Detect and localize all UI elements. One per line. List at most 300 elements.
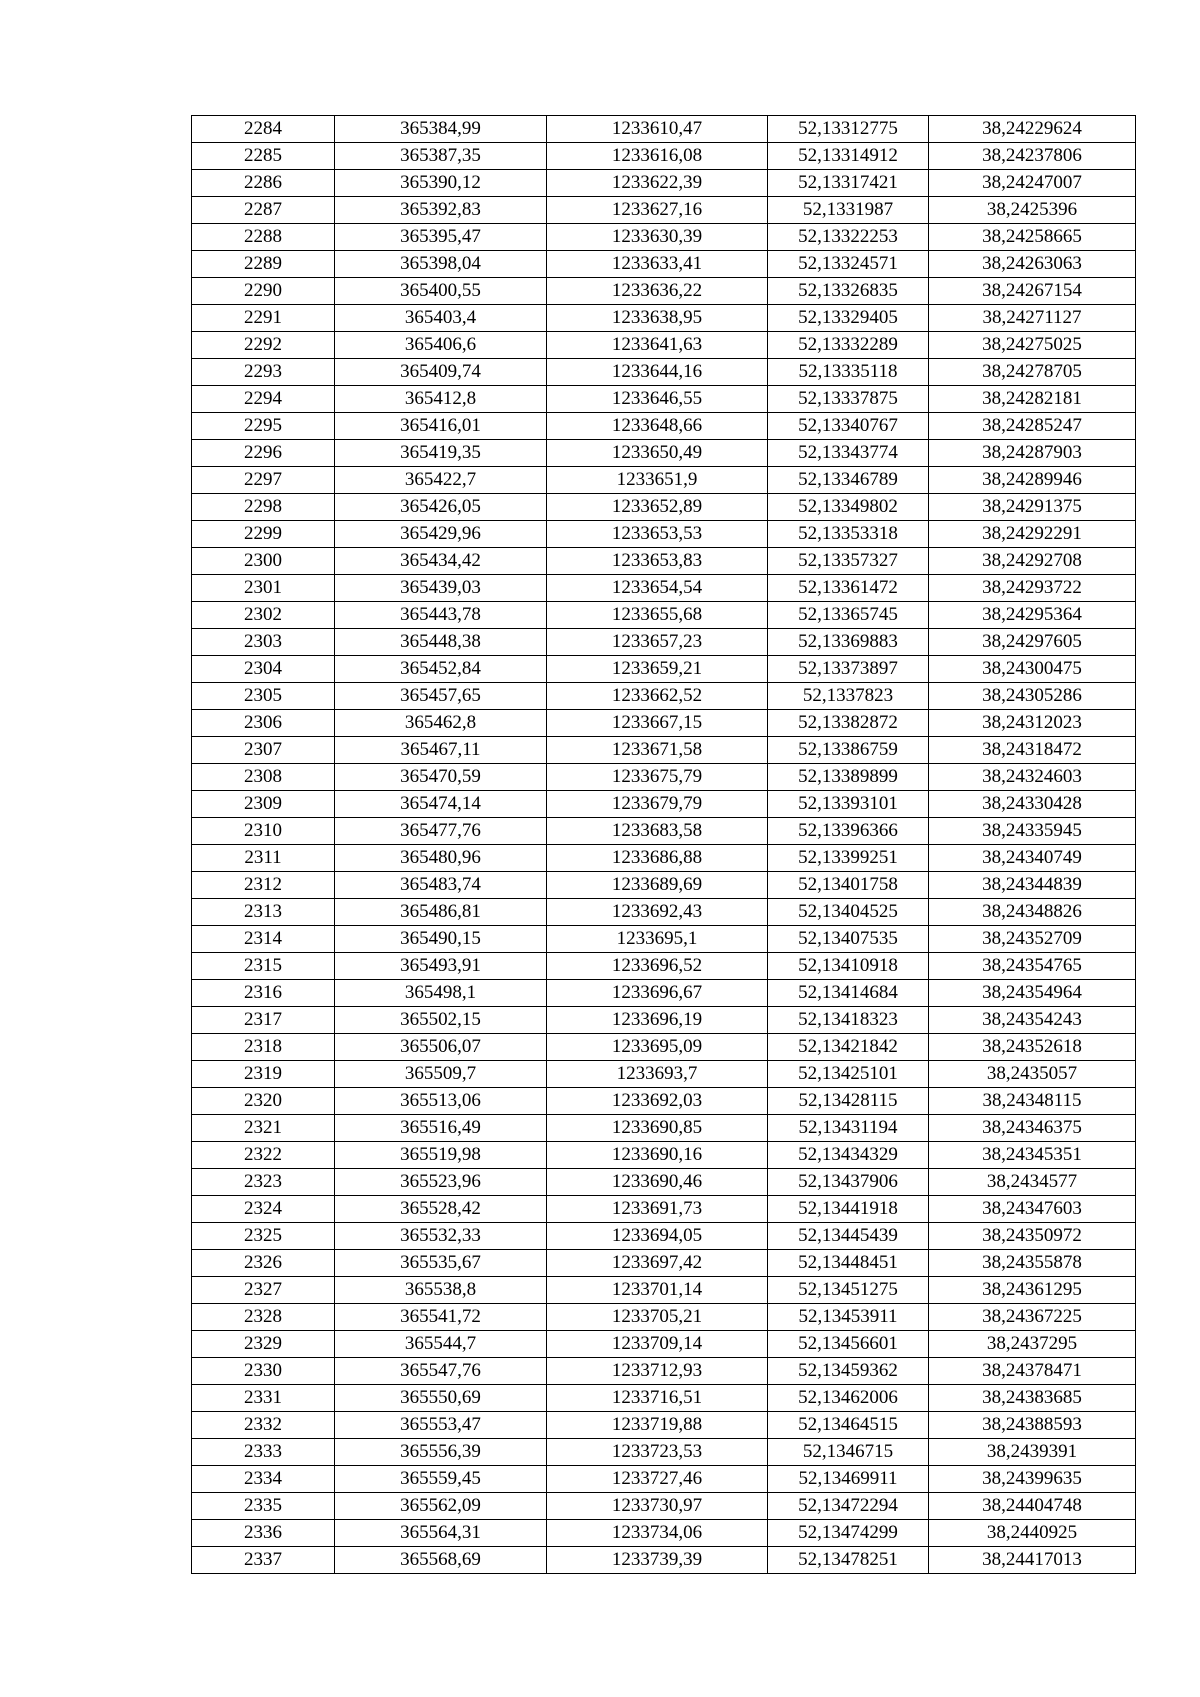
point-number-cell: 2329 (192, 1331, 335, 1358)
x-coordinate-cell: 365387,35 (335, 143, 547, 170)
x-coordinate-cell: 365538,8 (335, 1277, 547, 1304)
y-coordinate-cell: 1233689,69 (547, 872, 768, 899)
y-coordinate-cell: 1233701,14 (547, 1277, 768, 1304)
x-coordinate-cell: 365562,09 (335, 1493, 547, 1520)
latitude-cell: 52,13437906 (768, 1169, 929, 1196)
y-coordinate-cell: 1233690,85 (547, 1115, 768, 1142)
table-row (192, 1034, 1136, 1061)
longitude-cell: 38,24293722 (929, 575, 1136, 602)
x-coordinate-cell: 365443,78 (335, 602, 547, 629)
latitude-cell: 52,13382872 (768, 710, 929, 737)
x-coordinate-cell: 365535,67 (335, 1250, 547, 1277)
y-coordinate-cell: 1233675,79 (547, 764, 768, 791)
x-coordinate-cell: 365392,83 (335, 197, 547, 224)
latitude-cell: 52,13312775 (768, 116, 929, 143)
table-row (192, 1358, 1136, 1385)
table-row (192, 845, 1136, 872)
longitude-cell: 38,24354243 (929, 1007, 1136, 1034)
table-row (192, 1466, 1136, 1493)
latitude-cell: 52,1331987 (768, 197, 929, 224)
point-number-cell: 2326 (192, 1250, 335, 1277)
point-number-cell: 2327 (192, 1277, 335, 1304)
x-coordinate-cell: 365462,8 (335, 710, 547, 737)
longitude-cell: 38,24348826 (929, 899, 1136, 926)
longitude-cell: 38,2425396 (929, 197, 1136, 224)
longitude-cell: 38,24258665 (929, 224, 1136, 251)
y-coordinate-cell: 1233671,58 (547, 737, 768, 764)
latitude-cell: 52,13324571 (768, 251, 929, 278)
longitude-cell: 38,24367225 (929, 1304, 1136, 1331)
y-coordinate-cell: 1233693,7 (547, 1061, 768, 1088)
point-number-cell: 2294 (192, 386, 335, 413)
table-row (192, 953, 1136, 980)
point-number-cell: 2320 (192, 1088, 335, 1115)
point-number-cell: 2324 (192, 1196, 335, 1223)
x-coordinate-cell: 365486,81 (335, 899, 547, 926)
longitude-cell: 38,24340749 (929, 845, 1136, 872)
longitude-cell: 38,24352709 (929, 926, 1136, 953)
point-number-cell: 2285 (192, 143, 335, 170)
latitude-cell: 52,13469911 (768, 1466, 929, 1493)
table-row (192, 764, 1136, 791)
y-coordinate-cell: 1233719,88 (547, 1412, 768, 1439)
longitude-cell: 38,24237806 (929, 143, 1136, 170)
latitude-cell: 52,13399251 (768, 845, 929, 872)
longitude-cell: 38,24417013 (929, 1547, 1136, 1574)
table-row (192, 170, 1136, 197)
x-coordinate-cell: 365568,69 (335, 1547, 547, 1574)
latitude-cell: 52,13393101 (768, 791, 929, 818)
longitude-cell: 38,24345351 (929, 1142, 1136, 1169)
latitude-cell: 52,13329405 (768, 305, 929, 332)
latitude-cell: 52,13361472 (768, 575, 929, 602)
point-number-cell: 2287 (192, 197, 335, 224)
longitude-cell: 38,24287903 (929, 440, 1136, 467)
longitude-cell: 38,24229624 (929, 116, 1136, 143)
table-row (192, 980, 1136, 1007)
longitude-cell: 38,24282181 (929, 386, 1136, 413)
longitude-cell: 38,24247007 (929, 170, 1136, 197)
y-coordinate-cell: 1233716,51 (547, 1385, 768, 1412)
y-coordinate-cell: 1233705,21 (547, 1304, 768, 1331)
latitude-cell: 52,13418323 (768, 1007, 929, 1034)
y-coordinate-cell: 1233667,15 (547, 710, 768, 737)
y-coordinate-cell: 1233686,88 (547, 845, 768, 872)
point-number-cell: 2299 (192, 521, 335, 548)
table-row (192, 1412, 1136, 1439)
longitude-cell: 38,24275025 (929, 332, 1136, 359)
y-coordinate-cell: 1233683,58 (547, 818, 768, 845)
y-coordinate-cell: 1233697,42 (547, 1250, 768, 1277)
y-coordinate-cell: 1233690,16 (547, 1142, 768, 1169)
table-row (192, 143, 1136, 170)
longitude-cell: 38,24348115 (929, 1088, 1136, 1115)
point-number-cell: 2334 (192, 1466, 335, 1493)
latitude-cell: 52,13349802 (768, 494, 929, 521)
point-number-cell: 2288 (192, 224, 335, 251)
table-row (192, 467, 1136, 494)
longitude-cell: 38,24346375 (929, 1115, 1136, 1142)
point-number-cell: 2314 (192, 926, 335, 953)
table-row (192, 116, 1136, 143)
point-number-cell: 2321 (192, 1115, 335, 1142)
y-coordinate-cell: 1233646,55 (547, 386, 768, 413)
latitude-cell: 52,13332289 (768, 332, 929, 359)
y-coordinate-cell: 1233653,53 (547, 521, 768, 548)
longitude-cell: 38,24271127 (929, 305, 1136, 332)
table-row (192, 872, 1136, 899)
point-number-cell: 2306 (192, 710, 335, 737)
longitude-cell: 38,24350972 (929, 1223, 1136, 1250)
latitude-cell: 52,13472294 (768, 1493, 929, 1520)
longitude-cell: 38,24292708 (929, 548, 1136, 575)
table-row (192, 521, 1136, 548)
point-number-cell: 2291 (192, 305, 335, 332)
point-number-cell: 2301 (192, 575, 335, 602)
y-coordinate-cell: 1233691,73 (547, 1196, 768, 1223)
x-coordinate-cell: 365523,96 (335, 1169, 547, 1196)
x-coordinate-cell: 365398,04 (335, 251, 547, 278)
longitude-cell: 38,24347603 (929, 1196, 1136, 1223)
y-coordinate-cell: 1233659,21 (547, 656, 768, 683)
y-coordinate-cell: 1233633,41 (547, 251, 768, 278)
point-number-cell: 2331 (192, 1385, 335, 1412)
table-row (192, 818, 1136, 845)
table-row (192, 710, 1136, 737)
y-coordinate-cell: 1233734,06 (547, 1520, 768, 1547)
table-row (192, 305, 1136, 332)
longitude-cell: 38,24344839 (929, 872, 1136, 899)
point-number-cell: 2322 (192, 1142, 335, 1169)
longitude-cell: 38,24399635 (929, 1466, 1136, 1493)
latitude-cell: 52,13478251 (768, 1547, 929, 1574)
y-coordinate-cell: 1233692,43 (547, 899, 768, 926)
table-row (192, 1169, 1136, 1196)
point-number-cell: 2330 (192, 1358, 335, 1385)
latitude-cell: 52,13337875 (768, 386, 929, 413)
latitude-cell: 52,13404525 (768, 899, 929, 926)
x-coordinate-cell: 365434,42 (335, 548, 547, 575)
longitude-cell: 38,24267154 (929, 278, 1136, 305)
x-coordinate-cell: 365403,4 (335, 305, 547, 332)
x-coordinate-cell: 365493,91 (335, 953, 547, 980)
table-row (192, 278, 1136, 305)
table-row (192, 440, 1136, 467)
x-coordinate-cell: 365547,76 (335, 1358, 547, 1385)
point-number-cell: 2328 (192, 1304, 335, 1331)
x-coordinate-cell: 365513,06 (335, 1088, 547, 1115)
y-coordinate-cell: 1233652,89 (547, 494, 768, 521)
y-coordinate-cell: 1233648,66 (547, 413, 768, 440)
longitude-cell: 38,24295364 (929, 602, 1136, 629)
table-row (192, 1115, 1136, 1142)
point-number-cell: 2302 (192, 602, 335, 629)
y-coordinate-cell: 1233657,23 (547, 629, 768, 656)
y-coordinate-cell: 1233610,47 (547, 116, 768, 143)
table-row (192, 1250, 1136, 1277)
latitude-cell: 52,13386759 (768, 737, 929, 764)
latitude-cell: 52,13401758 (768, 872, 929, 899)
latitude-cell: 52,13357327 (768, 548, 929, 575)
latitude-cell: 52,13451275 (768, 1277, 929, 1304)
latitude-cell: 52,13389899 (768, 764, 929, 791)
point-number-cell: 2313 (192, 899, 335, 926)
x-coordinate-cell: 365467,11 (335, 737, 547, 764)
latitude-cell: 52,13456601 (768, 1331, 929, 1358)
y-coordinate-cell: 1233662,52 (547, 683, 768, 710)
point-number-cell: 2293 (192, 359, 335, 386)
x-coordinate-cell: 365528,42 (335, 1196, 547, 1223)
y-coordinate-cell: 1233696,19 (547, 1007, 768, 1034)
latitude-cell: 52,13428115 (768, 1088, 929, 1115)
table-row (192, 197, 1136, 224)
longitude-cell: 38,24318472 (929, 737, 1136, 764)
table-row (192, 1304, 1136, 1331)
table-row (192, 359, 1136, 386)
x-coordinate-cell: 365544,7 (335, 1331, 547, 1358)
x-coordinate-cell: 365556,39 (335, 1439, 547, 1466)
table-row (192, 332, 1136, 359)
longitude-cell: 38,24330428 (929, 791, 1136, 818)
table-row (192, 1196, 1136, 1223)
x-coordinate-cell: 365483,74 (335, 872, 547, 899)
y-coordinate-cell: 1233694,05 (547, 1223, 768, 1250)
x-coordinate-cell: 365448,38 (335, 629, 547, 656)
x-coordinate-cell: 365519,98 (335, 1142, 547, 1169)
point-number-cell: 2308 (192, 764, 335, 791)
point-number-cell: 2307 (192, 737, 335, 764)
longitude-cell: 38,24278705 (929, 359, 1136, 386)
table-row (192, 1061, 1136, 1088)
latitude-cell: 52,13314912 (768, 143, 929, 170)
point-number-cell: 2297 (192, 467, 335, 494)
latitude-cell: 52,13335118 (768, 359, 929, 386)
table-row (192, 1439, 1136, 1466)
y-coordinate-cell: 1233622,39 (547, 170, 768, 197)
y-coordinate-cell: 1233690,46 (547, 1169, 768, 1196)
table-row (192, 251, 1136, 278)
latitude-cell: 52,13414684 (768, 980, 929, 1007)
latitude-cell: 52,13410918 (768, 953, 929, 980)
x-coordinate-cell: 365426,05 (335, 494, 547, 521)
x-coordinate-cell: 365498,1 (335, 980, 547, 1007)
longitude-cell: 38,24297605 (929, 629, 1136, 656)
y-coordinate-cell: 1233630,39 (547, 224, 768, 251)
x-coordinate-cell: 365416,01 (335, 413, 547, 440)
x-coordinate-cell: 365409,74 (335, 359, 547, 386)
x-coordinate-cell: 365419,35 (335, 440, 547, 467)
latitude-cell: 52,13396366 (768, 818, 929, 845)
x-coordinate-cell: 365477,76 (335, 818, 547, 845)
y-coordinate-cell: 1233650,49 (547, 440, 768, 467)
y-coordinate-cell: 1233644,16 (547, 359, 768, 386)
latitude-cell: 52,13434329 (768, 1142, 929, 1169)
y-coordinate-cell: 1233692,03 (547, 1088, 768, 1115)
point-number-cell: 2310 (192, 818, 335, 845)
latitude-cell: 52,1346715 (768, 1439, 929, 1466)
x-coordinate-cell: 365395,47 (335, 224, 547, 251)
table-row (192, 683, 1136, 710)
x-coordinate-cell: 365516,49 (335, 1115, 547, 1142)
longitude-cell: 38,24404748 (929, 1493, 1136, 1520)
table-row (192, 1088, 1136, 1115)
point-number-cell: 2298 (192, 494, 335, 521)
table-row (192, 224, 1136, 251)
latitude-cell: 52,13431194 (768, 1115, 929, 1142)
table-row (192, 494, 1136, 521)
y-coordinate-cell: 1233696,67 (547, 980, 768, 1007)
longitude-cell: 38,24335945 (929, 818, 1136, 845)
y-coordinate-cell: 1233730,97 (547, 1493, 768, 1520)
x-coordinate-cell: 365439,03 (335, 575, 547, 602)
x-coordinate-cell: 365412,8 (335, 386, 547, 413)
y-coordinate-cell: 1233636,22 (547, 278, 768, 305)
y-coordinate-cell: 1233627,16 (547, 197, 768, 224)
y-coordinate-cell: 1233651,9 (547, 467, 768, 494)
latitude-cell: 52,13441918 (768, 1196, 929, 1223)
longitude-cell: 38,24355878 (929, 1250, 1136, 1277)
longitude-cell: 38,24300475 (929, 656, 1136, 683)
latitude-cell: 52,13369883 (768, 629, 929, 656)
point-number-cell: 2316 (192, 980, 335, 1007)
x-coordinate-cell: 365474,14 (335, 791, 547, 818)
y-coordinate-cell: 1233641,63 (547, 332, 768, 359)
latitude-cell: 52,13425101 (768, 1061, 929, 1088)
coordinates-table (191, 115, 1136, 1574)
x-coordinate-cell: 365452,84 (335, 656, 547, 683)
longitude-cell: 38,2437295 (929, 1331, 1136, 1358)
point-number-cell: 2311 (192, 845, 335, 872)
x-coordinate-cell: 365509,7 (335, 1061, 547, 1088)
x-coordinate-cell: 365506,07 (335, 1034, 547, 1061)
latitude-cell: 52,13462006 (768, 1385, 929, 1412)
point-number-cell: 2304 (192, 656, 335, 683)
latitude-cell: 52,13326835 (768, 278, 929, 305)
x-coordinate-cell: 365480,96 (335, 845, 547, 872)
point-number-cell: 2333 (192, 1439, 335, 1466)
latitude-cell: 52,13317421 (768, 170, 929, 197)
latitude-cell: 52,13464515 (768, 1412, 929, 1439)
latitude-cell: 52,13421842 (768, 1034, 929, 1061)
point-number-cell: 2286 (192, 170, 335, 197)
table-row (192, 737, 1136, 764)
x-coordinate-cell: 365541,72 (335, 1304, 547, 1331)
latitude-cell: 52,13453911 (768, 1304, 929, 1331)
longitude-cell: 38,24378471 (929, 1358, 1136, 1385)
point-number-cell: 2295 (192, 413, 335, 440)
x-coordinate-cell: 365550,69 (335, 1385, 547, 1412)
longitude-cell: 38,24324603 (929, 764, 1136, 791)
y-coordinate-cell: 1233712,93 (547, 1358, 768, 1385)
longitude-cell: 38,24361295 (929, 1277, 1136, 1304)
point-number-cell: 2290 (192, 278, 335, 305)
y-coordinate-cell: 1233616,08 (547, 143, 768, 170)
x-coordinate-cell: 365559,45 (335, 1466, 547, 1493)
table-row (192, 926, 1136, 953)
point-number-cell: 2312 (192, 872, 335, 899)
longitude-cell: 38,24354964 (929, 980, 1136, 1007)
point-number-cell: 2336 (192, 1520, 335, 1547)
latitude-cell: 52,13322253 (768, 224, 929, 251)
table-row (192, 1520, 1136, 1547)
table-row (192, 1223, 1136, 1250)
latitude-cell: 52,13343774 (768, 440, 929, 467)
point-number-cell: 2319 (192, 1061, 335, 1088)
x-coordinate-cell: 365422,7 (335, 467, 547, 494)
point-number-cell: 2332 (192, 1412, 335, 1439)
latitude-cell: 52,1337823 (768, 683, 929, 710)
table-row (192, 1142, 1136, 1169)
point-number-cell: 2305 (192, 683, 335, 710)
longitude-cell: 38,24263063 (929, 251, 1136, 278)
x-coordinate-cell: 365400,55 (335, 278, 547, 305)
longitude-cell: 38,24305286 (929, 683, 1136, 710)
latitude-cell: 52,13346789 (768, 467, 929, 494)
table-row (192, 548, 1136, 575)
longitude-cell: 38,24383685 (929, 1385, 1136, 1412)
longitude-cell: 38,24352618 (929, 1034, 1136, 1061)
longitude-cell: 38,24285247 (929, 413, 1136, 440)
x-coordinate-cell: 365406,6 (335, 332, 547, 359)
y-coordinate-cell: 1233695,1 (547, 926, 768, 953)
y-coordinate-cell: 1233654,54 (547, 575, 768, 602)
y-coordinate-cell: 1233655,68 (547, 602, 768, 629)
point-number-cell: 2309 (192, 791, 335, 818)
coordinates-table-body (192, 116, 1136, 1574)
y-coordinate-cell: 1233723,53 (547, 1439, 768, 1466)
longitude-cell: 38,2434577 (929, 1169, 1136, 1196)
latitude-cell: 52,13445439 (768, 1223, 929, 1250)
x-coordinate-cell: 365490,15 (335, 926, 547, 953)
table-row (192, 575, 1136, 602)
longitude-cell: 38,24292291 (929, 521, 1136, 548)
longitude-cell: 38,24289946 (929, 467, 1136, 494)
x-coordinate-cell: 365564,31 (335, 1520, 547, 1547)
y-coordinate-cell: 1233739,39 (547, 1547, 768, 1574)
point-number-cell: 2323 (192, 1169, 335, 1196)
table-row (192, 899, 1136, 926)
table-row (192, 413, 1136, 440)
latitude-cell: 52,13448451 (768, 1250, 929, 1277)
x-coordinate-cell: 365553,47 (335, 1412, 547, 1439)
latitude-cell: 52,13474299 (768, 1520, 929, 1547)
y-coordinate-cell: 1233653,83 (547, 548, 768, 575)
x-coordinate-cell: 365429,96 (335, 521, 547, 548)
point-number-cell: 2337 (192, 1547, 335, 1574)
latitude-cell: 52,13365745 (768, 602, 929, 629)
x-coordinate-cell: 365470,59 (335, 764, 547, 791)
longitude-cell: 38,2440925 (929, 1520, 1136, 1547)
point-number-cell: 2296 (192, 440, 335, 467)
latitude-cell: 52,13459362 (768, 1358, 929, 1385)
longitude-cell: 38,24354765 (929, 953, 1136, 980)
point-number-cell: 2292 (192, 332, 335, 359)
x-coordinate-cell: 365457,65 (335, 683, 547, 710)
point-number-cell: 2317 (192, 1007, 335, 1034)
table-row (192, 1385, 1136, 1412)
latitude-cell: 52,13340767 (768, 413, 929, 440)
y-coordinate-cell: 1233696,52 (547, 953, 768, 980)
point-number-cell: 2303 (192, 629, 335, 656)
point-number-cell: 2318 (192, 1034, 335, 1061)
point-number-cell: 2289 (192, 251, 335, 278)
y-coordinate-cell: 1233695,09 (547, 1034, 768, 1061)
x-coordinate-cell: 365390,12 (335, 170, 547, 197)
table-row (192, 791, 1136, 818)
table-row (192, 1277, 1136, 1304)
table-row (192, 1547, 1136, 1574)
table-row (192, 629, 1136, 656)
